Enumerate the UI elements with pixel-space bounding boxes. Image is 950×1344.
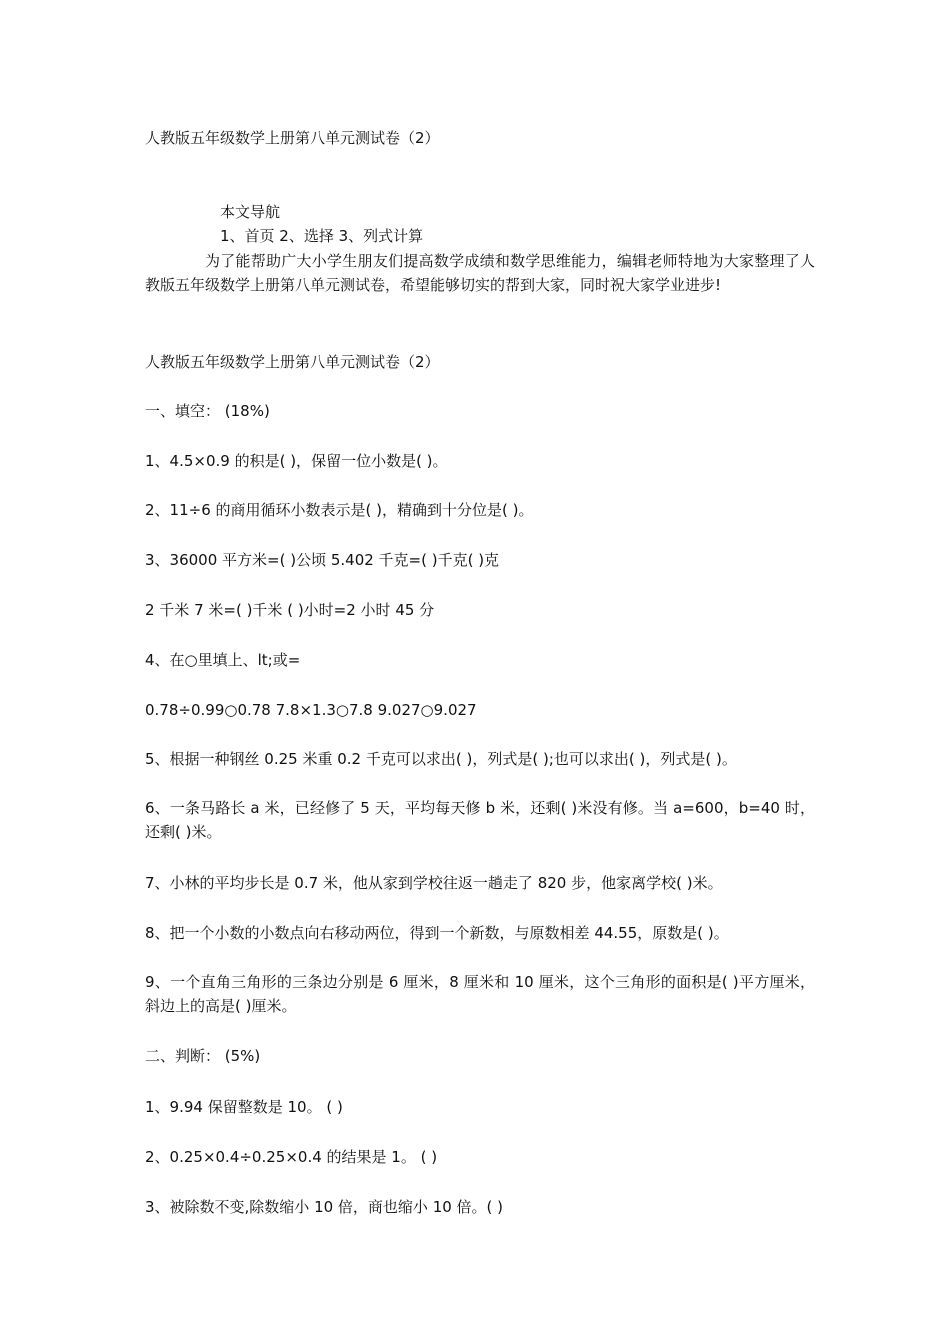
section-subtitle: 人教版五年级数学上册第八单元测试卷（2） — [145, 353, 440, 371]
judgement-1: 1、9.94 保留整数是 10。 ( ) — [145, 1098, 343, 1116]
question-6: 6、一条马路长 a 米，已经修了 5 天，平均每天修 b 米，还剩( )米没有修。当 a=600，b=40 时，还剩( )米。 — [145, 799, 815, 841]
section-fill-blank-heading: 一、填空： (18%) — [145, 402, 270, 420]
document-title: 人教版五年级数学上册第八单元测试卷（2） — [145, 129, 440, 147]
question-9: 9、一个直角三角形的三条边分别是 6 厘米，8 厘米和 10 厘米，这个三角形的面积是( )平方厘米，斜边上的高是( )厘米。 — [145, 973, 815, 1015]
judgement-2: 2、0.25×0.4÷0.25×0.4 的结果是 1。 ( ) — [145, 1148, 438, 1166]
question-4-prompt: 4、在○里填上、lt;或= — [145, 651, 301, 669]
nav-links[interactable]: 1、首页 2、选择 3、列式计算 — [220, 227, 424, 245]
question-4-items: 0.78÷0.99○0.78 7.8×1.3○7.8 9.027○9.027 — [145, 701, 477, 719]
intro-paragraph: 为了能帮助广大小学生朋友们提高数学成绩和数学思维能力，编辑老师特地为大家整理了人教版五年级数学上册第八单元测试卷，希望能够切实的帮到大家，同时祝大家学业进步! — [145, 252, 815, 294]
question-8: 8、把一个小数的小数点向右移动两位，得到一个新数，与原数相差 44.55，原数是( )。 — [145, 924, 729, 942]
section-true-false-heading: 二、判断： (5%) — [145, 1047, 261, 1065]
question-2: 2、11÷6 的商用循环小数表示是( )，精确到十分位是( )。 — [145, 501, 534, 519]
question-3-part-a: 3、36000 平方米=( )公顷 5.402 千克=( )千克( )克 — [145, 551, 500, 569]
question-3-part-b: 2 千米 7 米=( )千米 ( )小时=2 小时 45 分 — [145, 601, 435, 619]
question-5: 5、根据一种钢丝 0.25 米重 0.2 千克可以求出( )，列式是( );也可以求出( )，列式是( )。 — [145, 750, 737, 768]
nav-title: 本文导航 — [220, 203, 281, 221]
question-1: 1、4.5×0.9 的积是( )，保留一位小数是( )。 — [145, 452, 448, 470]
question-7: 7、小林的平均步长是 0.7 米，他从家到学校往返一趟走了 820 步，他家离学校( )米。 — [145, 874, 723, 892]
judgement-3: 3、被除数不变,除数缩小 10 倍，商也缩小 10 倍。( ) — [145, 1198, 504, 1216]
